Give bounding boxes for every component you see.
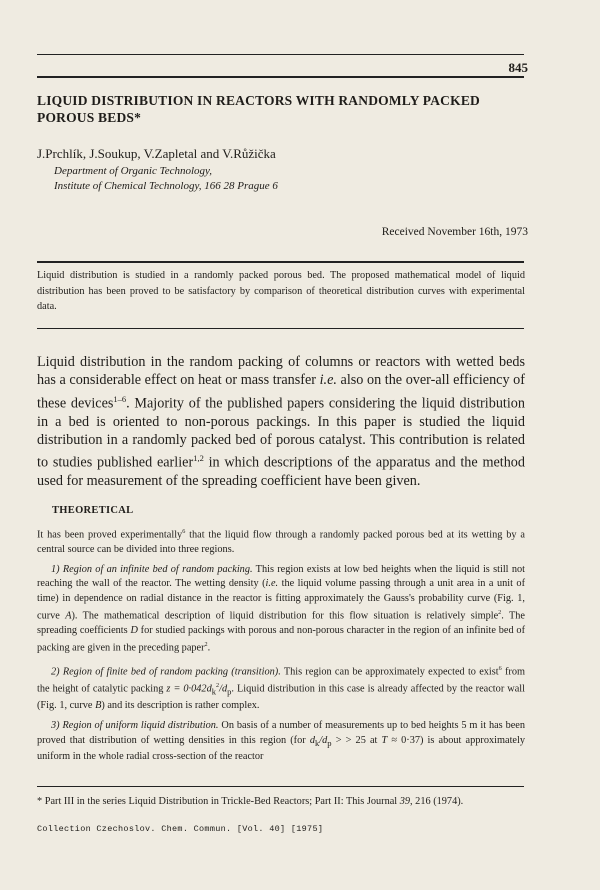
intro-text-4: in which descriptions of the apparatus and the method used for measurement of the spreading coefficient have been given.	[37, 454, 525, 490]
t3-eq-mid: /d	[319, 734, 328, 746]
t2-text-a: This region can be approximately expected to exist	[280, 666, 499, 678]
t3-eq: d	[309, 734, 315, 746]
intro-ie: i.e.	[319, 372, 337, 389]
intro-citation-1: 1–6	[113, 393, 127, 404]
footnote	[37, 795, 525, 809]
authors-text: J.Prchlík, J.Soukup, V.Zapletal and V.Růžička	[37, 146, 276, 161]
intro-text-1: Liquid distribution in the random packing of columns or reactors with wetted beds has a considerable effect on heat or mass transfer	[37, 354, 525, 389]
theoretical-body	[37, 525, 525, 764]
t2-eq-sub2: p	[227, 686, 232, 697]
footnote-text-b: , 216 (1974).	[410, 796, 464, 807]
t2-equation: z = 0·042d	[166, 683, 212, 695]
header-rule-bottom	[37, 76, 524, 78]
page-number: 845	[508, 60, 528, 75]
t2-text-d: ) and its description is rather complex.	[101, 700, 260, 712]
t2-label: 2) Region of finite bed of random packing (transition).	[51, 666, 281, 678]
abstract-rule-top	[37, 261, 524, 263]
t1-text-c: ). The mathematical description of liquid distribution for this flow situation is relatively simple	[71, 610, 499, 622]
t0-text-a: It has been proved experimentally	[37, 529, 183, 541]
header-rule-top	[37, 54, 524, 55]
intro-text-2: also on the over-all efficiency of these devices	[37, 372, 525, 412]
t2-eq-sub: k	[211, 686, 217, 697]
footnote-volume: 39	[399, 796, 411, 807]
t2-curve-b: B	[95, 700, 102, 712]
t2-text-c: . Liquid distribution in this case is already affected by the reactor wall (Fig. 1, curve	[37, 683, 525, 712]
theoretical-paragraph-1	[37, 563, 525, 656]
t3-label: 3) Region of uniform liquid distribution.	[51, 720, 219, 732]
affiliation-line-1: Department of Organic Technology,	[54, 165, 213, 177]
journal-citation-line: Collection Czechoslov. Chem. Commun. [Vol. 40] [1975]	[37, 824, 324, 834]
t3-eq-sub2: p	[327, 737, 332, 748]
t1-ie: i.e.	[265, 578, 279, 590]
t1-symbol-d: D	[130, 624, 138, 636]
t1-text-a: This region exists at low bed heights when the liquid is still not reaching the wall of the reactor. The wetting density (	[37, 564, 525, 590]
t3-symbol-t: T	[381, 734, 388, 746]
t2-citation: 6	[498, 664, 502, 672]
theoretical-paragraph-3	[37, 719, 525, 764]
t1-citation-2: 2	[204, 640, 208, 648]
section-heading: THEORETICAL	[52, 505, 134, 516]
t1-label: 1) Region of an infinite bed of random packing.	[51, 564, 253, 576]
t3-text-c: ≈ 0·37) is about approximately uniform in the whole radial cross-section of the reactor	[37, 734, 526, 763]
t1-curve-a: A	[65, 610, 72, 622]
received-date: Received November 16th, 1973	[381, 226, 528, 238]
theoretical-paragraph-0	[37, 525, 525, 557]
abstract-rule-bottom	[37, 328, 524, 329]
introduction-paragraph	[37, 353, 525, 491]
t2-eq-tail: /d	[219, 683, 228, 695]
intro-citation-2: 1,2	[193, 453, 204, 464]
t1-text-f: .	[207, 642, 211, 654]
t2-text-b: from the height of catalytic packing	[37, 666, 525, 695]
t1-text-b: the liquid volume passing through a unit area in a unit of time) in dependence on radial distance in the reactor is fitting approximately the Gauss's probability curve (Fig. 1, curve	[37, 578, 526, 622]
t1-text-d: . The spreading coefficients	[37, 610, 525, 636]
abstract: Liquid distribution is studied in a randomly packed porous bed. The proposed mathematical model of liquid distribution has been proved to be satisfactory by comparison of theoretical distribution curves with experimental data.	[37, 270, 525, 312]
affiliation-line-2: Institute of Chemical Technology, 166 28 Prague 6	[54, 180, 278, 192]
paper-title: LIQUID DISTRIBUTION IN REACTORS WITH RANDOMLY PACKED POROUS BEDS*	[37, 93, 480, 125]
t1-citation: 2	[498, 608, 502, 616]
t3-eq-sub: k	[314, 737, 320, 748]
theoretical-paragraph-2	[37, 662, 525, 714]
authors	[37, 146, 276, 162]
affiliation	[54, 164, 278, 194]
footnote-rule	[37, 786, 524, 787]
t1-text-e: for studied packings with porous and non-porous character in the region of an infinite bed of packing are given in the preceding paper	[37, 624, 525, 654]
t3-text-a: On basis of a number of measurements up to bed heights 5 m it has been proved that distribution of wetting densities in this region (for	[37, 720, 526, 746]
t0-citation: 6	[182, 528, 186, 535]
footnote-text-a: * Part III in the series Liquid Distribution in Trickle-Bed Reactors; Part II: This Journal	[37, 796, 400, 807]
t2-eq-sup: 2	[216, 682, 220, 690]
t3-text-b: > > 25 at	[331, 734, 382, 746]
intro-text-3: . Majority of the published papers considering the liquid distribution in a bed is oriented to non-porous packings. In this paper is studied the liquid distribution in a randomly packed bed of porous catalyst. This contribution is related to studies published earlier	[37, 395, 525, 471]
t0-text-b: that the liquid flow through a randomly packed porous bed at its wetting by a central source can be divided into three regions.	[37, 529, 525, 555]
